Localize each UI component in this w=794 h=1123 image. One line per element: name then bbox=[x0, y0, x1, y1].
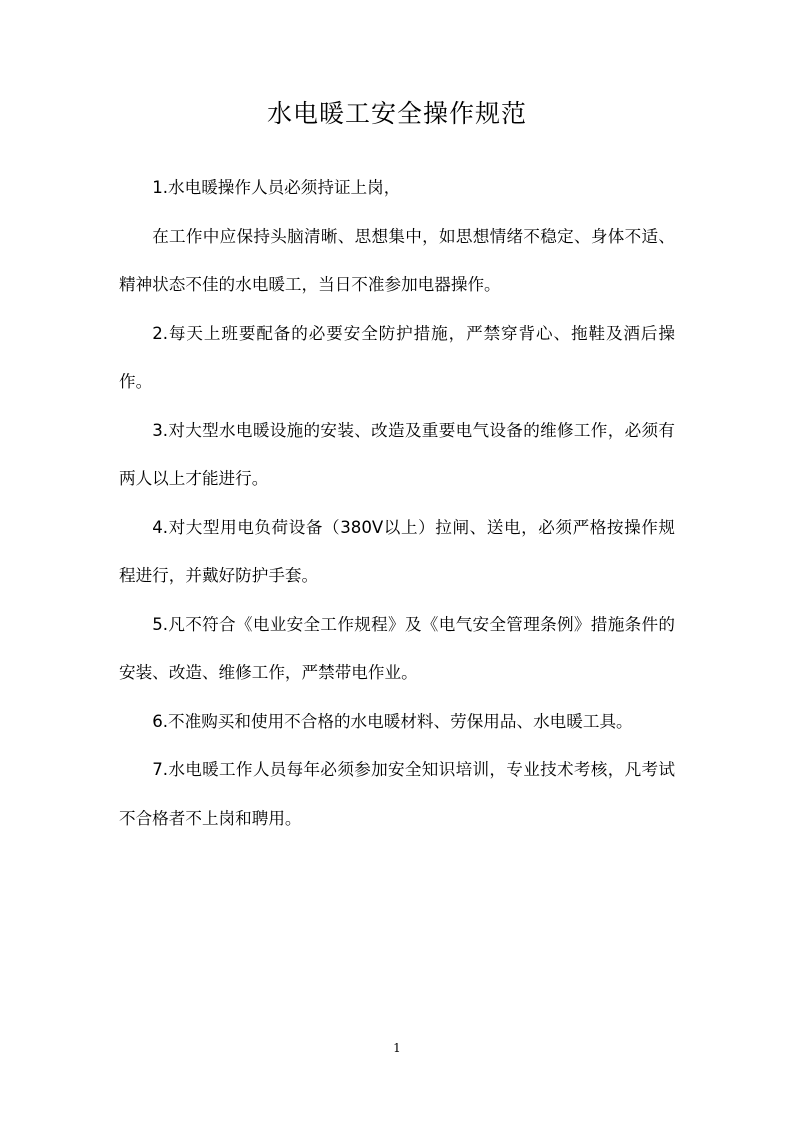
paragraph-6: 5.凡不符合《电业安全工作规程》及《电气安全管理条例》措施条件的安装、改造、维修工作，严禁带电作业。 bbox=[119, 614, 675, 682]
paragraph-5: 4.对大型用电负荷设备（380V以上）拉闸、送电，必须严格按操作规程进行，并戴好防护手套。 bbox=[119, 517, 675, 585]
paragraph-2: 在工作中应保持头脑清晰、思想集中，如思想情绪不稳定、身体不适、精神状态不佳的水电暖工，当日不准参加电器操作。 bbox=[119, 226, 675, 294]
paragraph-8: 7.水电暖工作人员每年必须参加安全知识培训，专业技术考核，凡考试不合格者不上岗和聘用。 bbox=[119, 760, 675, 828]
paragraph-3: 2.每天上班要配备的必要安全防护措施，严禁穿背心、拖鞋及酒后操作。 bbox=[119, 323, 675, 391]
paragraph-4: 3.对大型水电暖设施的安装、改造及重要电气设备的维修工作，必须有两人以上才能进行。 bbox=[119, 420, 675, 488]
paragraph-1: 1.水电暖操作人员必须持证上岗， bbox=[152, 178, 401, 197]
page-number: 1 bbox=[393, 1041, 401, 1055]
document-title: 水电暖工安全操作规范 bbox=[266, 99, 527, 128]
paragraph-7: 6.不准购买和使用不合格的水电暖材料、劳保用品、水电暖工具。 bbox=[152, 711, 633, 731]
document-body bbox=[119, 164, 675, 843]
